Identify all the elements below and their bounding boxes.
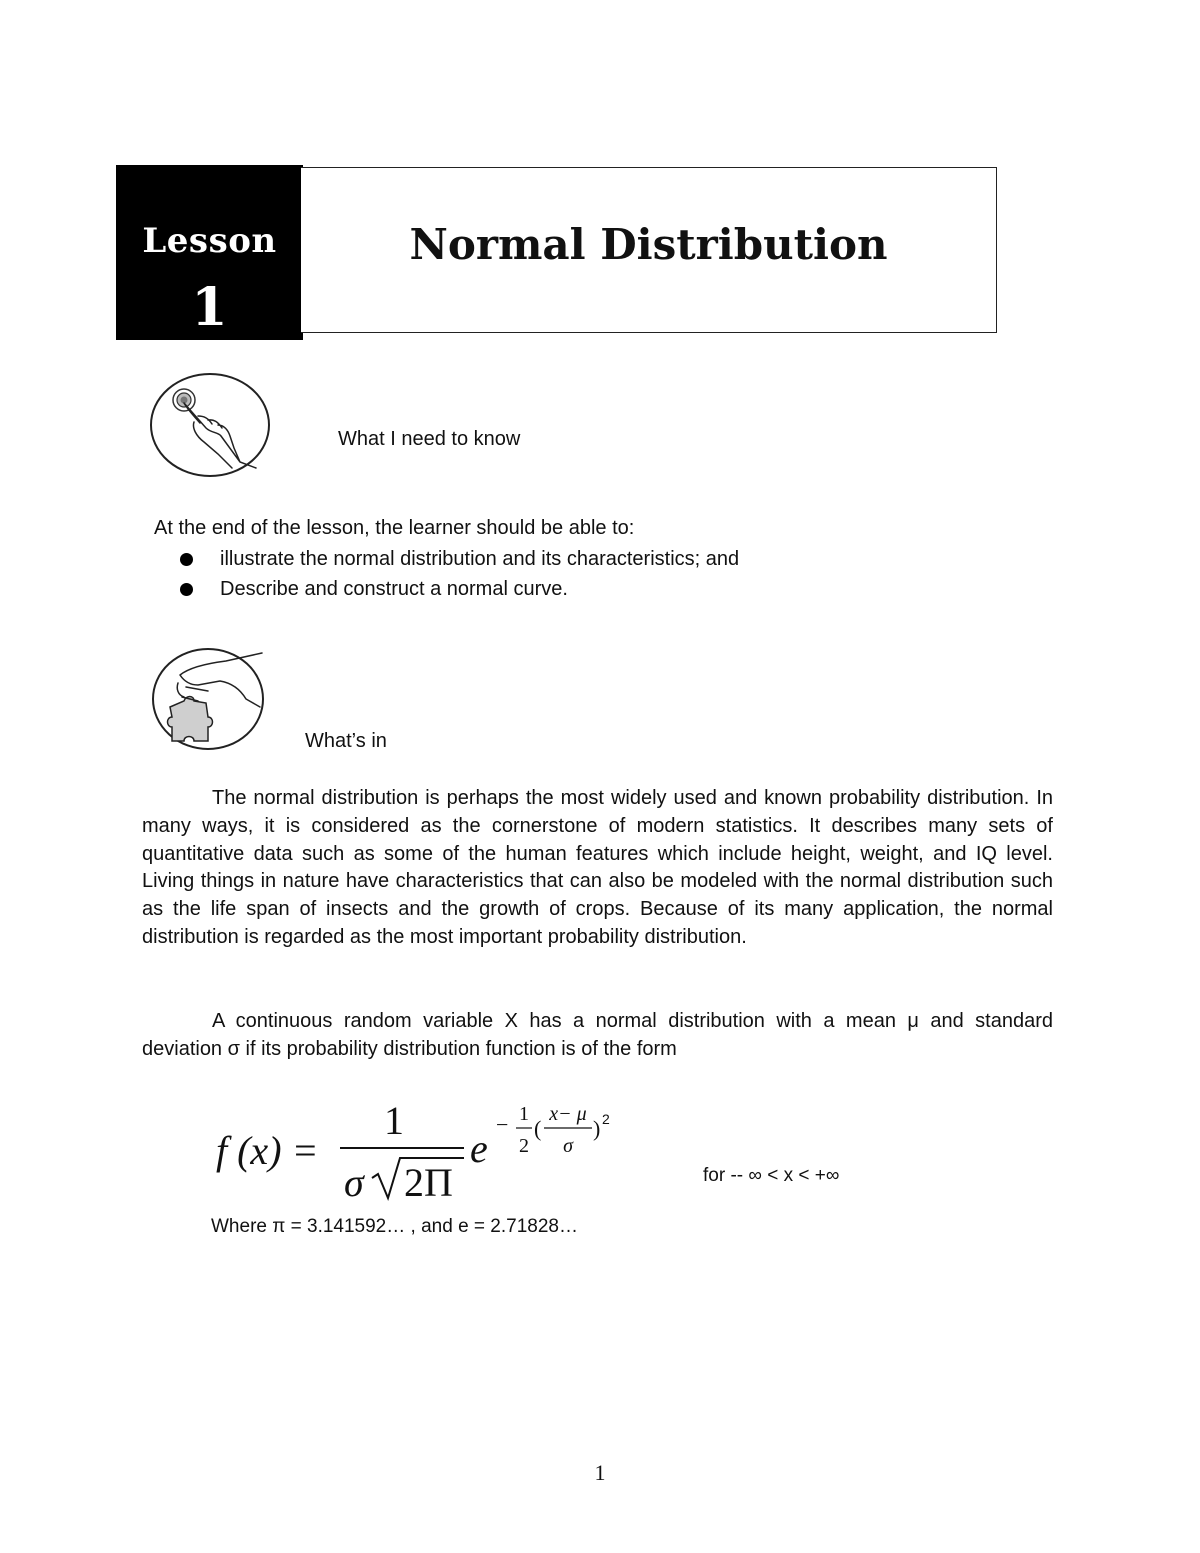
bullet-icon	[180, 553, 193, 566]
pointing-hand-icon	[148, 370, 274, 480]
exp-frac-num: x− μ	[549, 1103, 587, 1125]
exp-close: )	[593, 1116, 601, 1141]
lesson-number: 1	[191, 277, 228, 338]
page-title: Normal Distribution	[409, 220, 888, 269]
exp-power: 2	[602, 1111, 610, 1127]
exp-num: 1	[519, 1103, 529, 1125]
puzzle-hand-icon	[150, 645, 272, 753]
objectives-list	[178, 544, 739, 604]
lesson-badge	[116, 165, 303, 340]
formula-numerator: 1	[384, 1098, 404, 1143]
objectives-intro: At the end of the lesson, the learner should be able to:	[154, 517, 635, 539]
objective-text: Describe and construct a normal curve.	[220, 578, 568, 600]
lesson-label: Lesson	[142, 221, 277, 261]
objective-text: illustrate the normal distribution and its characteristics; and	[220, 548, 740, 570]
bullet-icon	[180, 583, 193, 596]
formula-lhs: f (x) =	[216, 1128, 319, 1173]
whats-in-paragraph-2: A continuous random variable X has a normal distribution with a mean μ and standard deviation σ if its probability distribution function is of the form	[142, 1010, 1053, 1060]
exp-sign: −	[496, 1112, 509, 1137]
exp-den: 2	[519, 1135, 529, 1157]
exp-frac-den: σ	[563, 1135, 573, 1157]
normal-pdf-formula	[212, 1090, 642, 1210]
page-number: 1	[594, 1460, 606, 1485]
formula-domain: for -- ∞ < x < +∞	[703, 1165, 840, 1186]
list-item	[178, 574, 739, 604]
need-to-know-heading: What I need to know	[338, 428, 521, 450]
list-item	[178, 544, 739, 574]
exp-open: (	[534, 1116, 542, 1141]
formula-root: 2Π	[404, 1160, 453, 1205]
formula-base: e	[470, 1126, 488, 1171]
formula-constants: Where π = 3.141592… , and e = 2.71828…	[211, 1216, 578, 1237]
formula-sigma: σ	[344, 1160, 364, 1205]
title-box	[301, 167, 997, 333]
whats-in-paragraph-1: The normal distribution is perhaps the most widely used and known probability distribution. In many ways, it is considered as the cornerstone of modern statistics. It describes many sets of quantitative data such as some of the human features which include height, weight, and IQ level. Living things in nature have characteristics that can also be modeled with the normal distribution such as the life span of insects and the growth of crops. Because of its many application, the normal distribution is regarded as the most important probability distribution.	[142, 787, 1053, 948]
whats-in-heading: What’s in	[305, 730, 387, 752]
